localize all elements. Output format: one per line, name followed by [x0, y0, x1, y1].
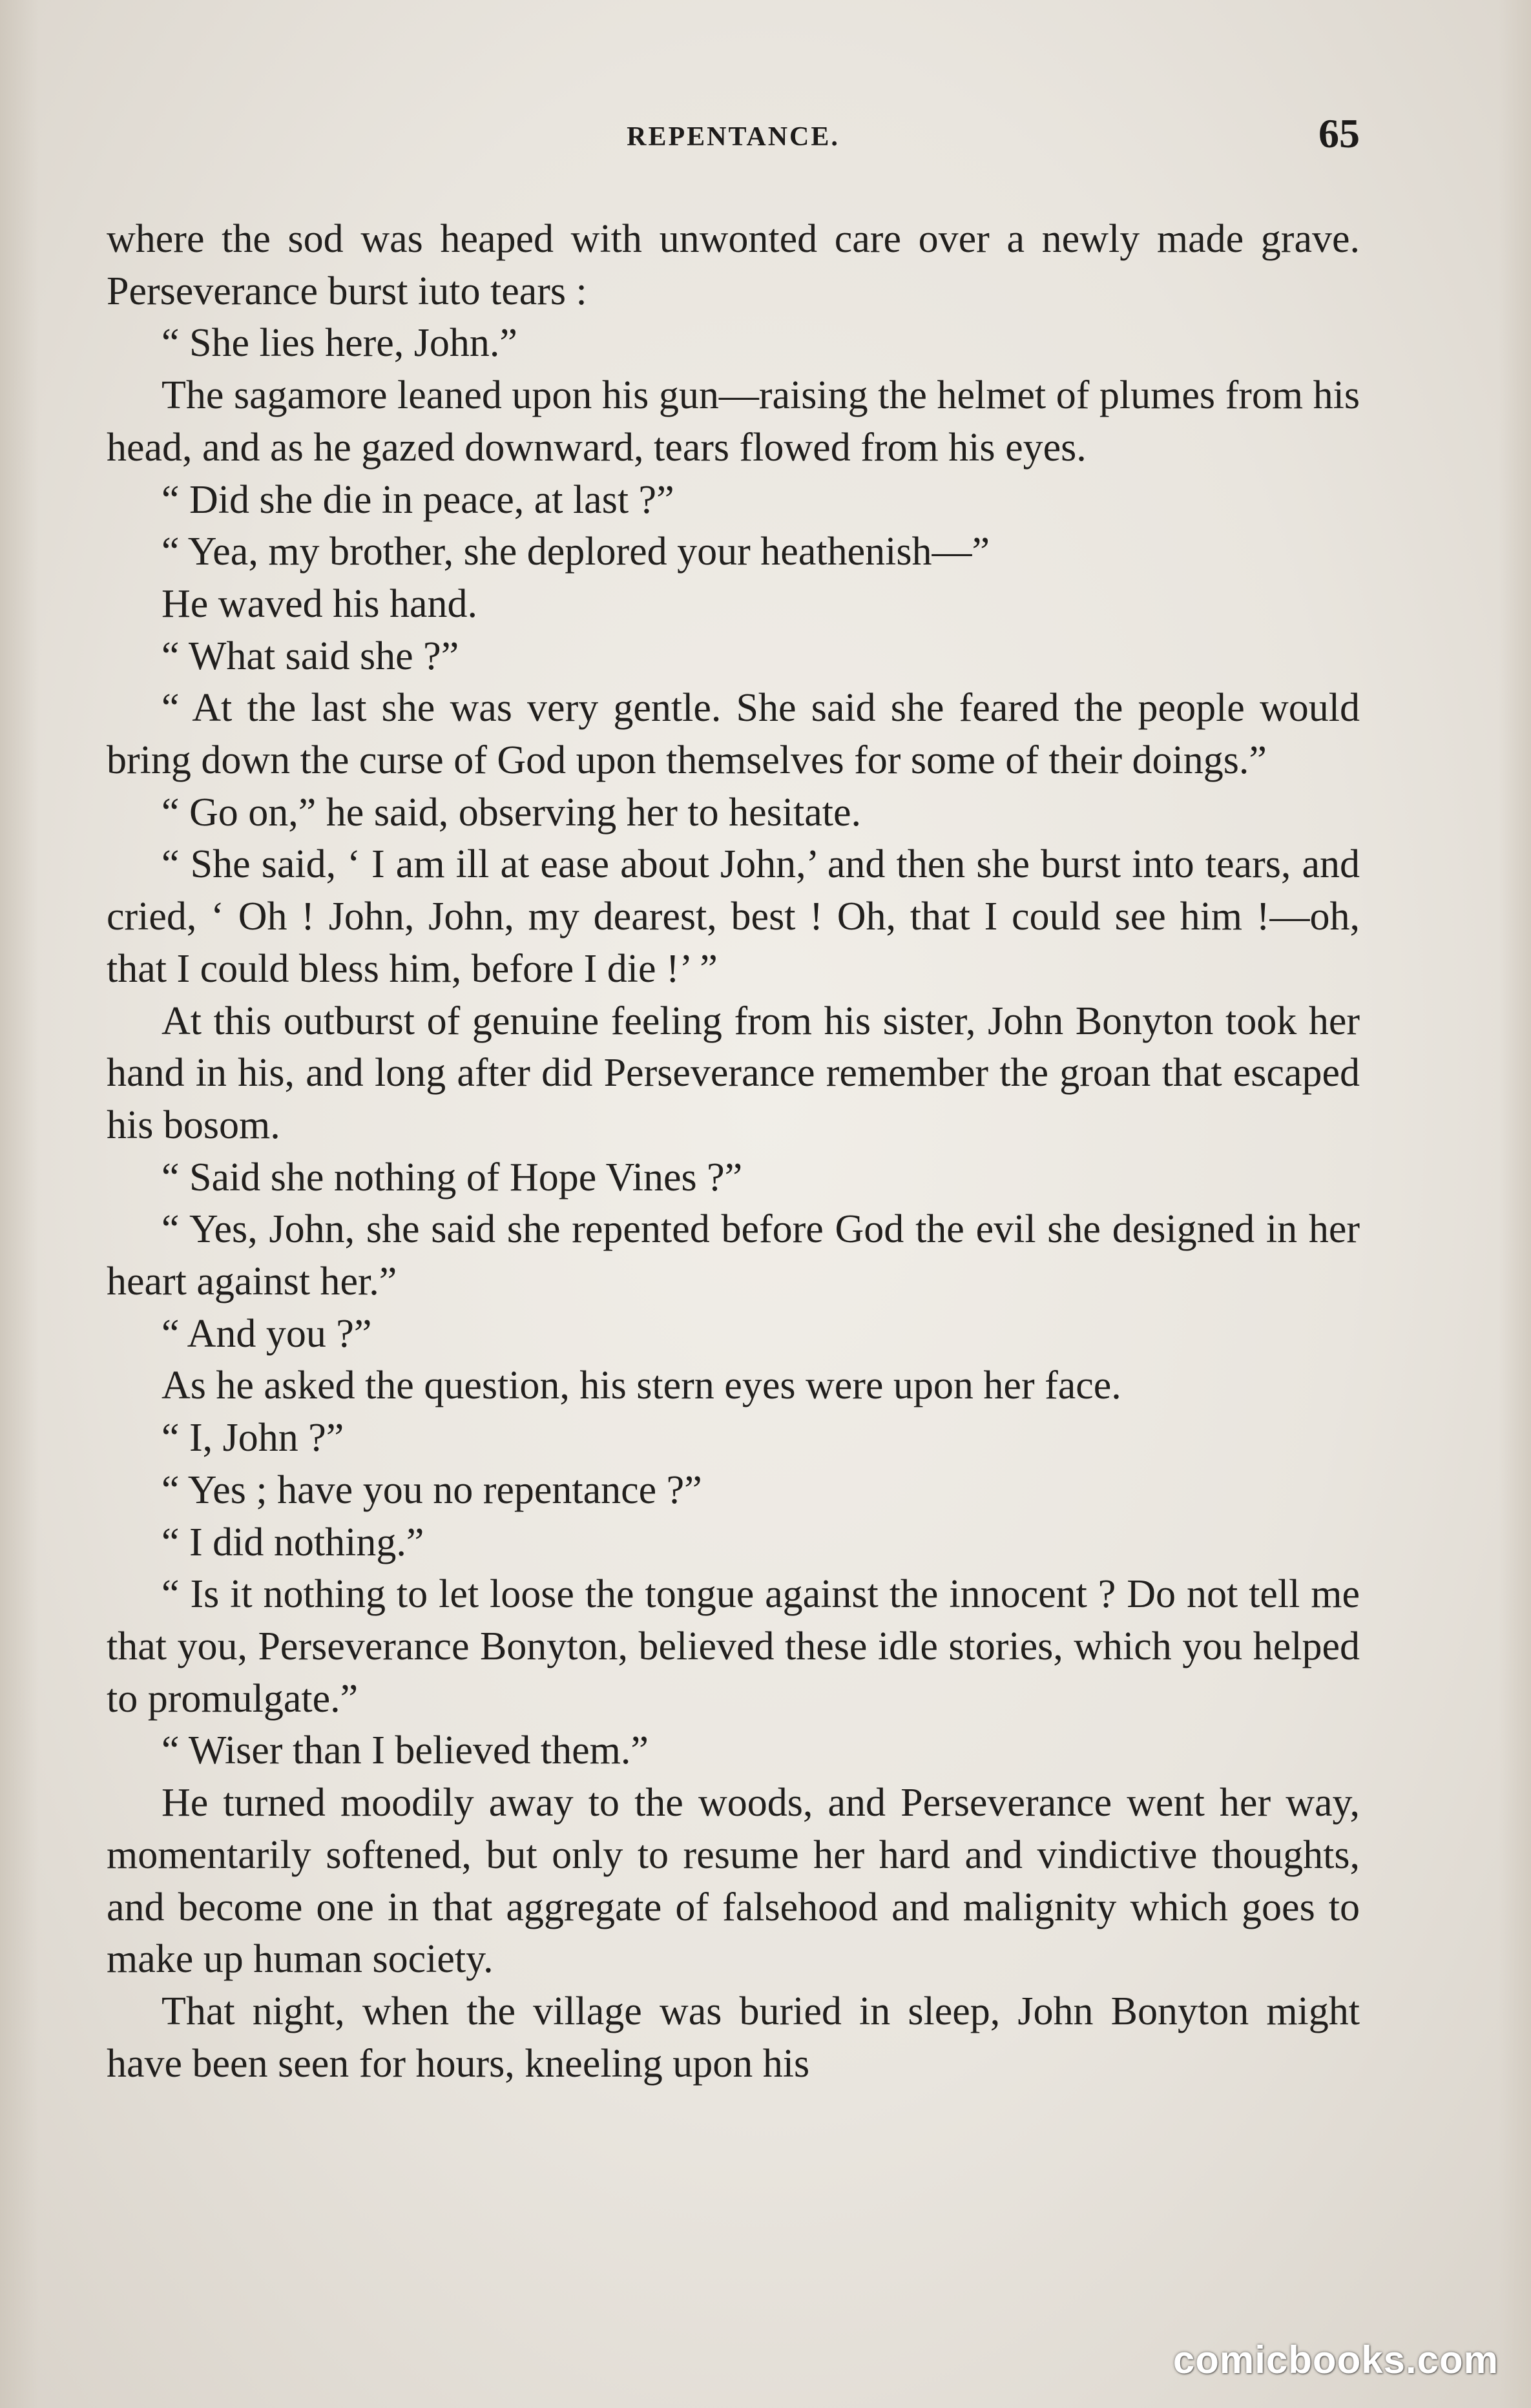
page-number: 65: [1318, 110, 1360, 156]
paragraph: “ Wiser than I believed them.”: [161, 1728, 649, 1773]
paragraph: “ Said she nothing of Hope Vines ?”: [161, 1155, 743, 1199]
paragraph: “ At the last she was very gentle. She said she feared the people would bring down the curse of God upon themselves for some of their doings.”: [107, 686, 1360, 783]
paragraph: “ She said, ‘ I am ill at ease about John,’ and then she burst into tears, and cried, ‘ Oh ! John, John, my dearest, best ! Oh, that I could see him !—oh, that I could bless him, before I die !’ ”: [107, 842, 1360, 991]
paragraph: As he asked the question, his stern eyes were upon her face.: [161, 1364, 1121, 1408]
paragraph: “ Yea, my brother, she deplored your heathenish—”: [161, 530, 990, 574]
paragraph: where the sod was heaped with unwonted care over a newly made grave. Perseverance burst iuto tears :: [107, 217, 1360, 313]
paragraph: “ And you ?”: [161, 1311, 372, 1356]
paragraph: “ Go on,” he said, observing her to hesitate.: [161, 790, 861, 835]
paragraph: The sagamore leaned upon his gun—raising the helmet of plumes from his head, and as he gazed downward, tears flowed from his eyes.: [107, 373, 1360, 470]
page-header: [107, 110, 1360, 161]
running-head: REPENTANCE.: [627, 122, 840, 152]
paragraph: That night, when the village was buried in sleep, John Bonyton might have been seen for hours, kneeling upon his: [107, 1989, 1360, 2086]
watermark: comicbooks.com: [1172, 2338, 1499, 2382]
paragraph: He waved his hand.: [161, 581, 477, 626]
paragraph: “ Did she die in peace, at last ?”: [161, 477, 674, 522]
page-edge-shadow-right: [1499, 0, 1531, 2408]
body-text: [107, 213, 1360, 2090]
paragraph: At this outburst of genuine feeling from his sister, John Bonyton took her hand in his, and long after did Perseverance remember the groan that escaped his bosom.: [107, 999, 1360, 1147]
paragraph: “ Is it nothing to let loose the tongue against the innocent ? Do not tell me that you, Perseverance Bonyton, believed these idle stories, which you helped to promulgate.”: [107, 1572, 1360, 1721]
page-edge-shadow-left: [0, 0, 39, 2408]
paragraph: “ I did nothing.”: [161, 1520, 424, 1564]
paragraph: “ I, John ?”: [161, 1416, 344, 1460]
paragraph: “ Yes, John, she said she repented before God the evil she designed in her heart against her.”: [107, 1207, 1360, 1304]
paragraph: He turned moodily away to the woods, and Perseverance went her way, momentarily softened, but only to resume her hard and vindictive thoughts, and become one in that aggregate of falsehood and malignity which goes to make up human society.: [107, 1781, 1360, 1982]
paragraph: “ What said she ?”: [161, 634, 459, 678]
paragraph: “ Yes ; have you no repentance ?”: [161, 1468, 702, 1512]
paragraph: “ She lies here, John.”: [161, 321, 517, 366]
